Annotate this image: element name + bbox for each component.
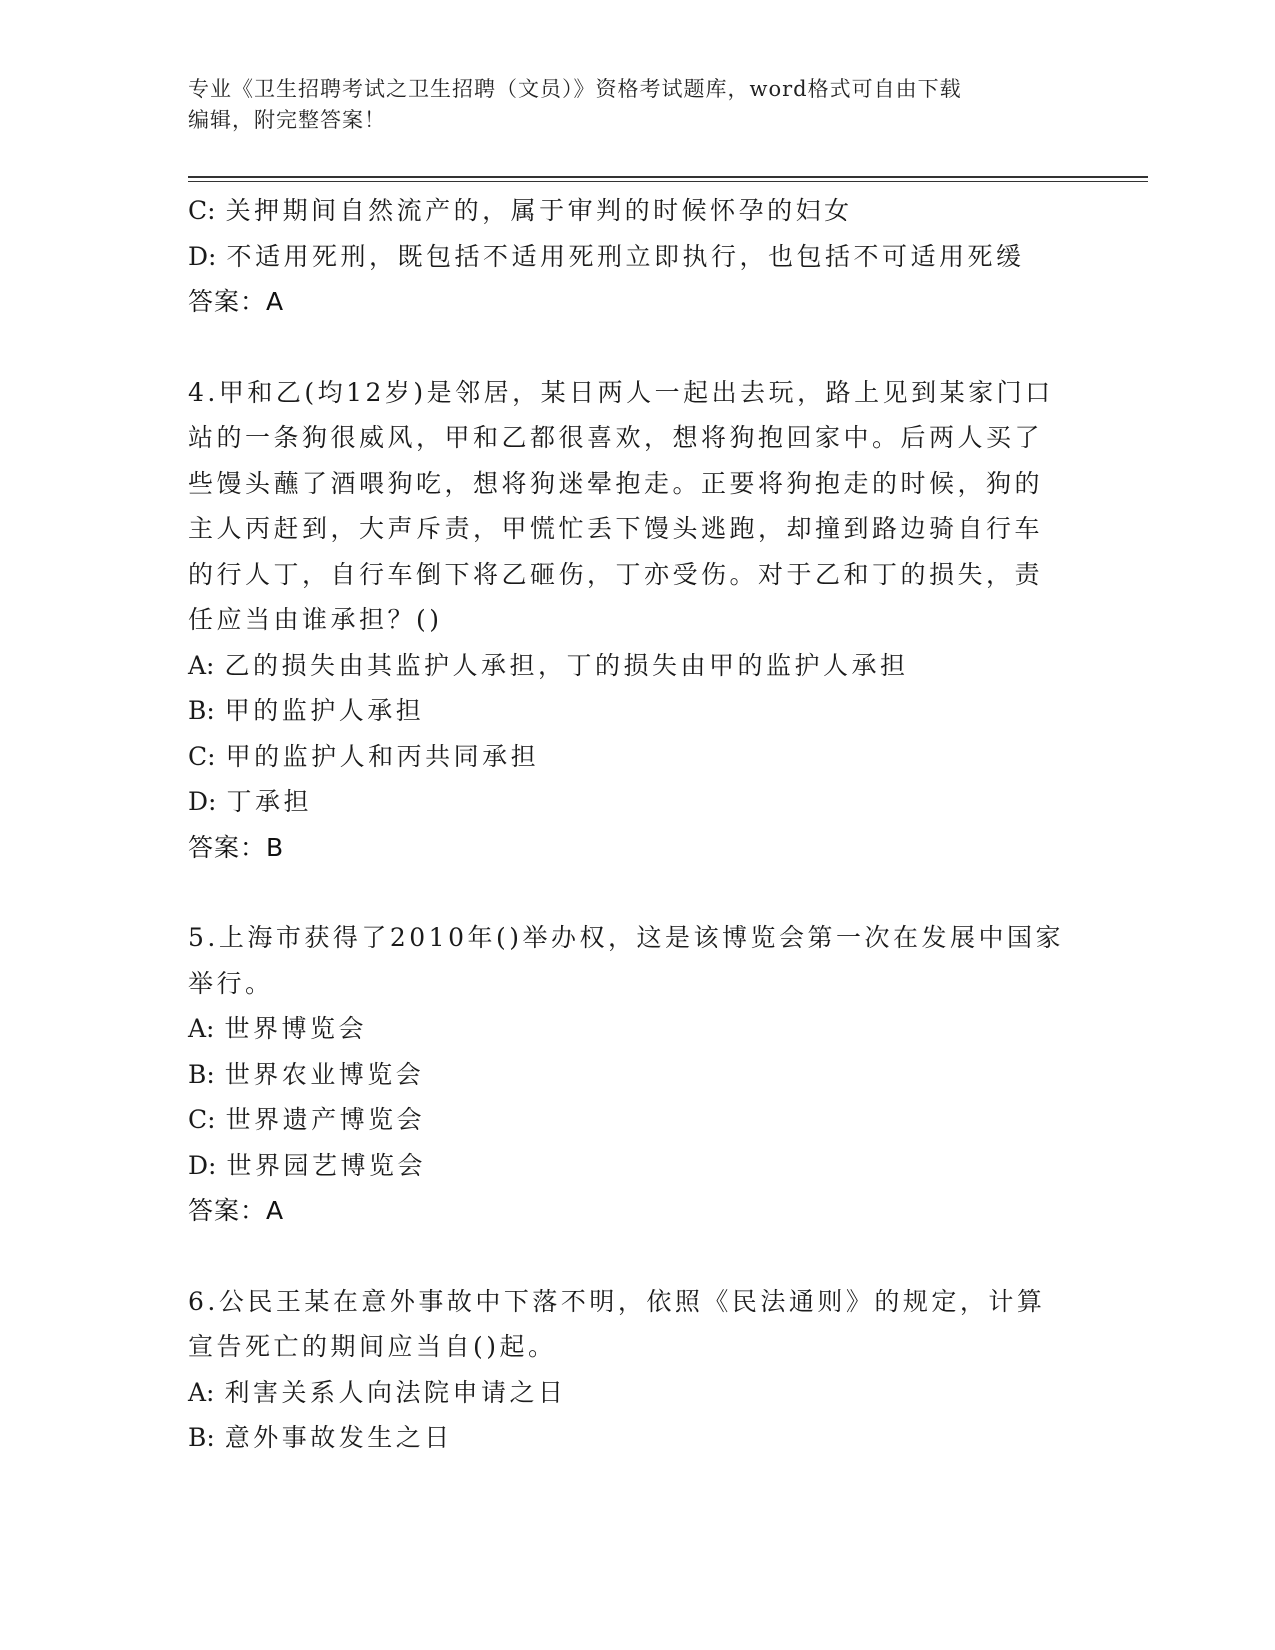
question-text-line: 主人丙赶到，大声斥责，甲慌忙丢下馒头逃跑，却撞到路边骑自行车 [188,514,1044,543]
option-c: C: 甲的监护人和丙共同承担 [188,741,540,771]
answer-line: 答案：B [188,832,285,862]
option-b: B: 意外事故发生之日 [188,1423,453,1452]
question-6 [188,1279,1088,1461]
question-text-line: 的行人丁，自行车倒下将乙砸伤，丁亦受伤。对于乙和丁的损失，责 [188,559,1044,589]
question-text-line: 举行。 [188,968,274,998]
document-header [188,74,1088,136]
question-list [188,188,1088,1461]
header-rule-thin [188,181,1148,182]
question-text-line: 些馒头蘸了酒喂狗吃，想将狗迷晕抱走。正要将狗抱走的时候，狗的 [188,468,1044,498]
option-b: B: 世界农业博览会 [188,1059,425,1089]
option-d: D: 世界园艺博览会 [188,1150,426,1180]
option-a: A: 乙的损失由其监护人承担，丁的损失由甲的监护人承担 [188,650,909,680]
question-text-line: 4.甲和乙(均12岁)是邻居，某日两人一起出去玩，路上见到某家门口 [188,377,1054,407]
option-d: D: 丁承担 [188,787,312,816]
question-3-tail [188,188,1088,325]
header-line-2: 编辑，附完整答案！ [188,108,386,132]
option-d: D: 不适用死刑，既包括不适用死刑立即执行，也包括不可适用死缓 [188,241,1025,271]
answer-line: 答案：A [188,1196,285,1225]
question-text-line: 站的一条狗很威风，甲和乙都很喜欢，想将狗抱回家中。后两人买了 [188,423,1044,452]
option-c: C: 关押期间自然流产的，属于审判的时候怀孕的妇女 [188,196,853,225]
option-b: B: 甲的监护人承担 [188,696,425,725]
question-4 [188,370,1088,871]
question-text-line: 任应当由谁承担？() [188,605,443,634]
question-5 [188,915,1088,1234]
option-c: C: 世界遗产博览会 [188,1105,426,1134]
answer-line: 答案：A [188,287,285,316]
header-line-1: 专业《卫生招聘考试之卫生招聘（文员）》资格考试题库，word格式可自由下载 [188,77,962,101]
question-text-line: 6.公民王某在意外事故中下落不明，依照《民法通则》的规定，计算 [188,1286,1046,1316]
question-text-line: 5.上海市获得了2010年()举办权，这是该博览会第一次在发展中国家 [188,923,1064,952]
option-a: A: 利害关系人向法院申请之日 [188,1377,567,1407]
header-rule-thick [188,176,1148,178]
question-text-line: 宣告死亡的期间应当自()起。 [188,1332,557,1361]
option-a: A: 世界博览会 [188,1014,367,1043]
